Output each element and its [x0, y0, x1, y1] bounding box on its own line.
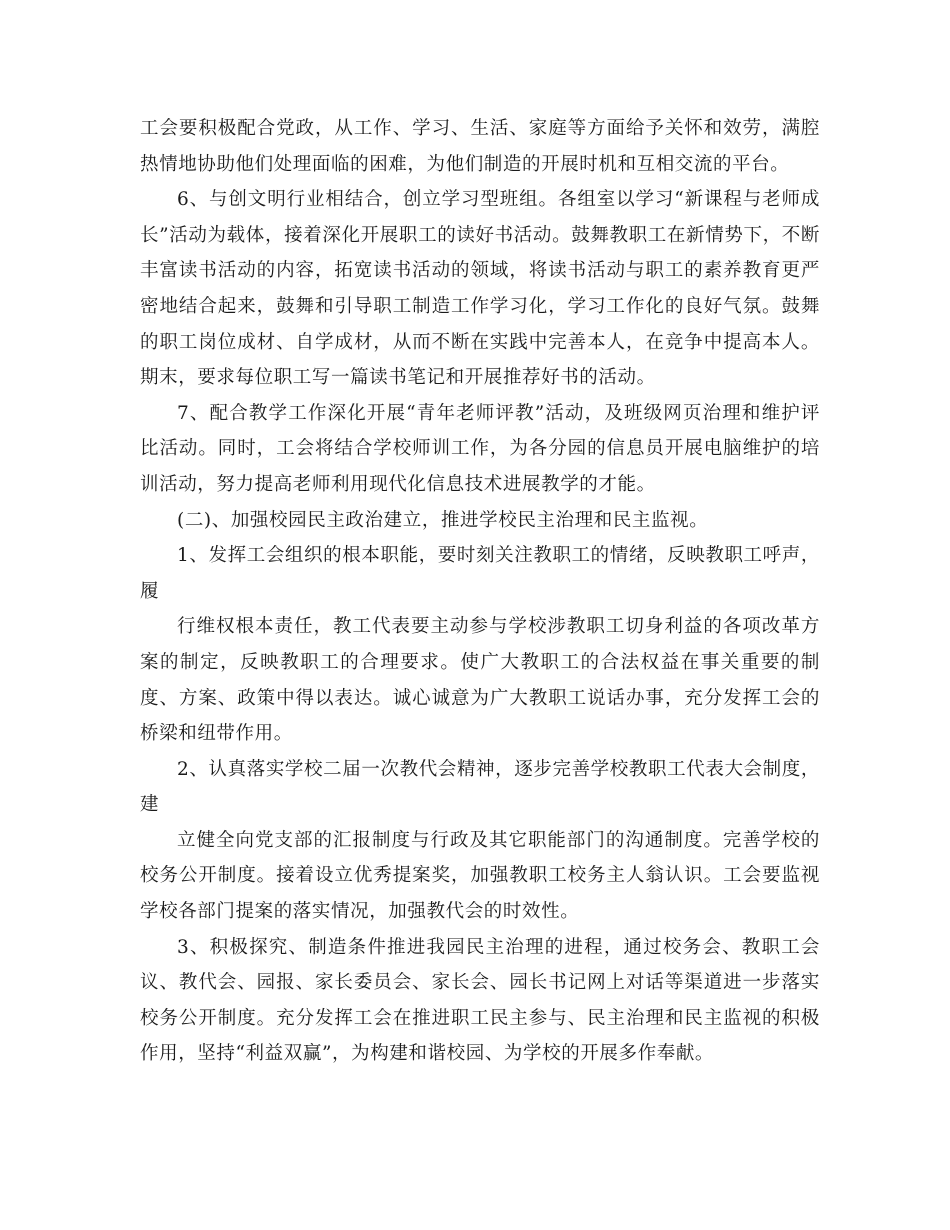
paragraph-item-1-continued: 行维权根本责任，教工代表要主动参与学校涉教职工切身利益的各项改革方案的制定，反映教职工的合理要求。使广大教职工的合法权益在事关重要的制度、方案、政策中得以表达。诚心诚意为广大教职工说话办事，充分发挥工会的桥梁和纽带作用。	[140, 616, 820, 745]
paragraph-item-3: 3、积极探究、制造条件推进我园民主治理的进程，通过校务会、教职工会议、教代会、园报、家长委员会、家长会、园长书记网上对话等渠道进一步落实校务公开制度。充分发挥工会在推进职工民主参与、民主治理和民主监视的积极作用，坚持“利益双赢”，为构建和谐校园、为学校的开展多作奉献。	[140, 936, 820, 1065]
paragraph-item-6: 6、与创文明行业相结合，创立学习型班组。各组室以学习“新课程与老师成长”活动为载体，接着深化开展职工的读好书活动。鼓舞教职工在新情势下，不断丰富读书活动的内容，拓宽读书活动的领域，将读书活动与职工的素养教育更严密地结合起来，鼓舞和引导职工制造工作学习化，学习工作化的良好气氛。鼓舞的职工岗位成材、自学成材，从而不断在实践中完善本人，在竞争中提高本人。期末，要求每位职工写一篇读书笔记和开展推荐好书的活动。	[140, 189, 820, 389]
paragraph-item-2: 2、认真落实学校二届一次教代会精神，逐步完善学校教职工代表大会制度，建	[140, 758, 820, 816]
paragraph-item-1: 1、发挥工会组织的根本职能，要时刻关注教职工的情绪，反映教职工呼声，履	[140, 545, 820, 602]
paragraph-continuation: 工会要积极配合党政，从工作、学习、生活、家庭等方面给予关怀和效劳，满腔热情地协助他们处理面临的困难，为他们制造的开展时机和互相交流的平台。	[140, 118, 820, 175]
paragraph-item-7: 7、配合教学工作深化开展“青年老师评教”活动，及班级网页治理和维护评比活动。同时，工会将结合学校师训工作，为各分园的信息员开展电脑维护的培训活动，努力提高老师利用现代化信息技术进展教学的才能。	[140, 402, 820, 495]
section-heading-2: (二)、加强校园民主政治建立，推进学校民主治理和民主监视。	[177, 509, 709, 531]
document-body	[140, 111, 820, 1072]
paragraph-item-2-continued: 立健全向党支部的汇报制度与行政及其它职能部门的沟通制度。完善学校的校务公开制度。接着设立优秀提案奖，加强教职工校务主人翁认识。工会要监视学校各部门提案的落实情况，加强教代会的时效性。	[140, 829, 820, 923]
